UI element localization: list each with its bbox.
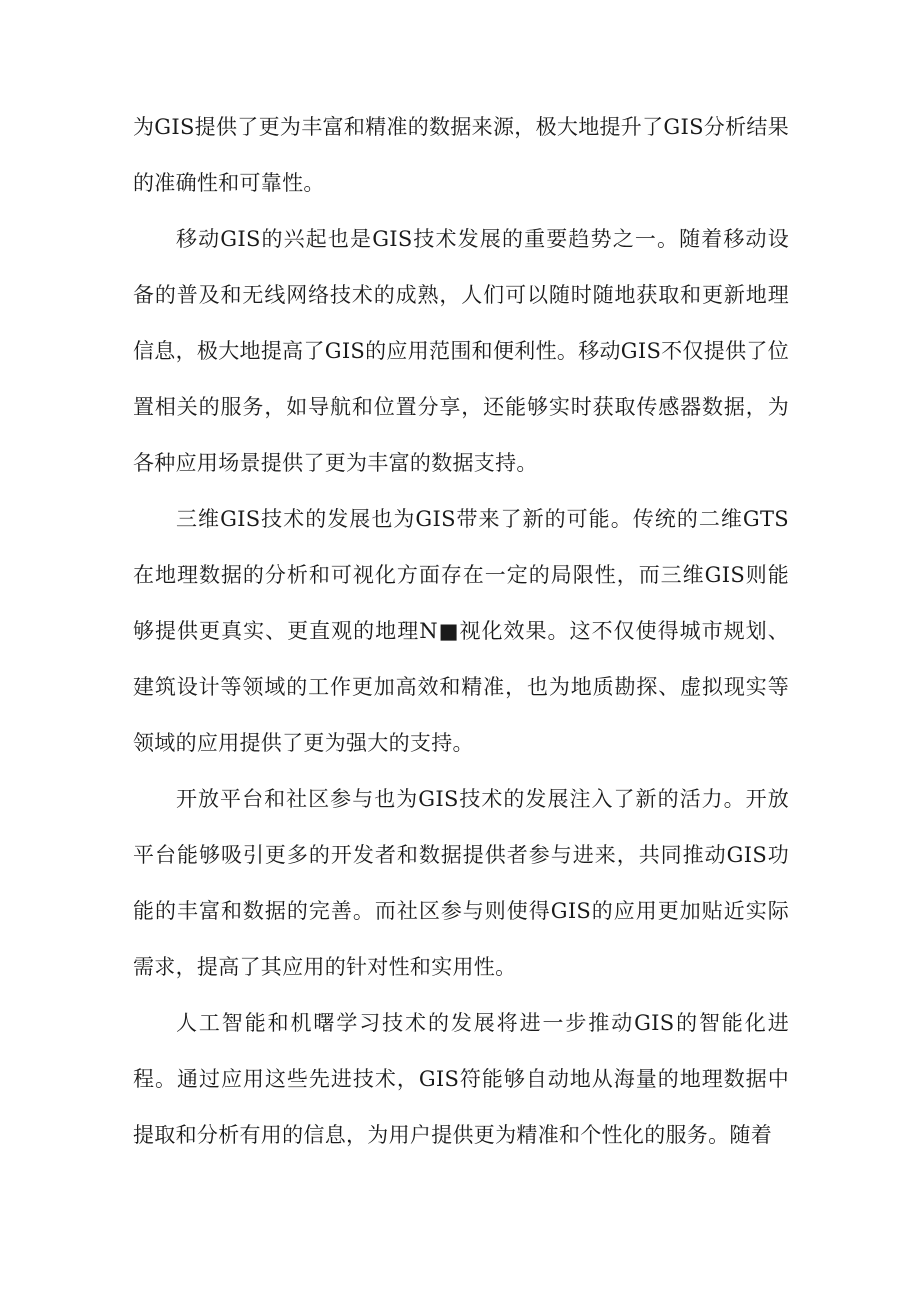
document-page — [133, 99, 789, 1163]
paragraph-open-platform: 开放平台和社区参与也为GIS技术的发展注入了新的活力。开放平台能够吸引更多的开发者和数据提供者参与进来，共同推动GIS功能的丰富和数据的完善。而社区参与则使得GIS的应用更加贴近实际需求，提高了其应用的针对性和实用性。 — [133, 787, 789, 979]
paragraph-mobile-gis: 移动GIS的兴起也是GIS技术发展的重要趋势之一。随着移动设备的普及和无线网络技术的成熟，人们可以随时随地获取和更新地理信息，极大地提高了GIS的应用范围和便利性。移动GIS不仅提供了位置相关的服务，如导航和位置分享，还能够实时获取传感器数据，为各种应用场景提供了更为丰富的数据支持。 — [133, 227, 789, 475]
paragraph-3d-gis: 三维GIS技术的发展也为GIS带来了新的可能。传统的二维GTS在地理数据的分析和可视化方面存在一定的局限性，而三维GIS则能够提供更真实、更直观的地理N■视化效果。这不仅使得城市规划、建筑设计等领域的工作更加高效和精准，也为地质勘探、虚拟现实等领域的应用提供了更为强大的支持。 — [133, 507, 789, 755]
paragraph-ai-ml: 人工智能和机曙学习技术的发展将进一步推动GIS的智能化进程。通过应用这些先进技术，GIS符能够自动地从海量的地理数据中提取和分析有用的信息，为用户提供更为精准和个性化的服务。随着 — [133, 1011, 789, 1147]
paragraph-continuation: 为GIS提供了更为丰富和精准的数据来源，极大地提升了GIS分析结果的准确性和可靠性。 — [133, 115, 789, 195]
